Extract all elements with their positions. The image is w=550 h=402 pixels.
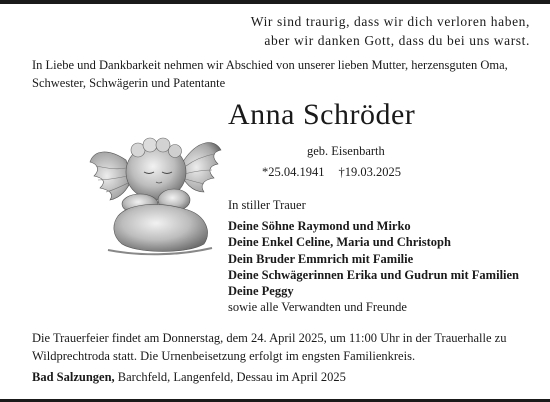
deceased-name: Anna Schröder: [228, 98, 416, 131]
mourner-line: Deine Schwägerinnen Erika und Gudrun mit Familien: [228, 267, 520, 282]
service-info: Die Trauerfeier findet am Donnerstag, dem 24. April 2025, um 11:00 Uhr in der Trauerhalle zu Wildprechtroda statt. Die Urnenbeisetzung erfolgt im engsten Familienkreis.: [32, 331, 507, 363]
top-border: [0, 0, 550, 4]
mourner-line: Deine Söhne Raymond und Mirko: [228, 219, 411, 233]
mourners-closing: sowie alle Verwandten und Freunde: [228, 300, 407, 315]
places-rest: Barchfeld, Langenfeld, Dessau im April 2025: [114, 370, 346, 384]
cherub-angel-icon: [88, 120, 223, 260]
mourner-line: Deine Peggy: [228, 284, 294, 299]
intro-text: In Liebe und Dankbarkeit nehmen wir Abschied von unserer lieben Mutter, herzensguten Oma, Schwester, Schwägerin und Patentante: [32, 58, 508, 90]
mourner-line: Dein Bruder Emmrich mit Familie: [228, 251, 414, 266]
birth-date: *25.04.1941: [262, 165, 325, 179]
verse: [251, 12, 530, 50]
mourner-line: Deine Enkel Celine, Maria und Christoph: [228, 235, 451, 250]
mourners-intro: In stiller Trauer: [228, 198, 306, 212]
maiden-name: geb. Eisenbarth: [307, 144, 385, 158]
life-dates: [262, 165, 401, 180]
mourners-list: [228, 218, 519, 316]
places-date-line: [32, 370, 346, 385]
death-date: †19.03.2025: [338, 165, 401, 179]
place-first: Bad Salzungen,: [32, 370, 115, 384]
verse-line-2: aber wir danken Gott, dass du bei uns warst.: [264, 33, 530, 48]
verse-line-1: Wir sind traurig, dass wir dich verloren haben,: [250, 14, 530, 29]
